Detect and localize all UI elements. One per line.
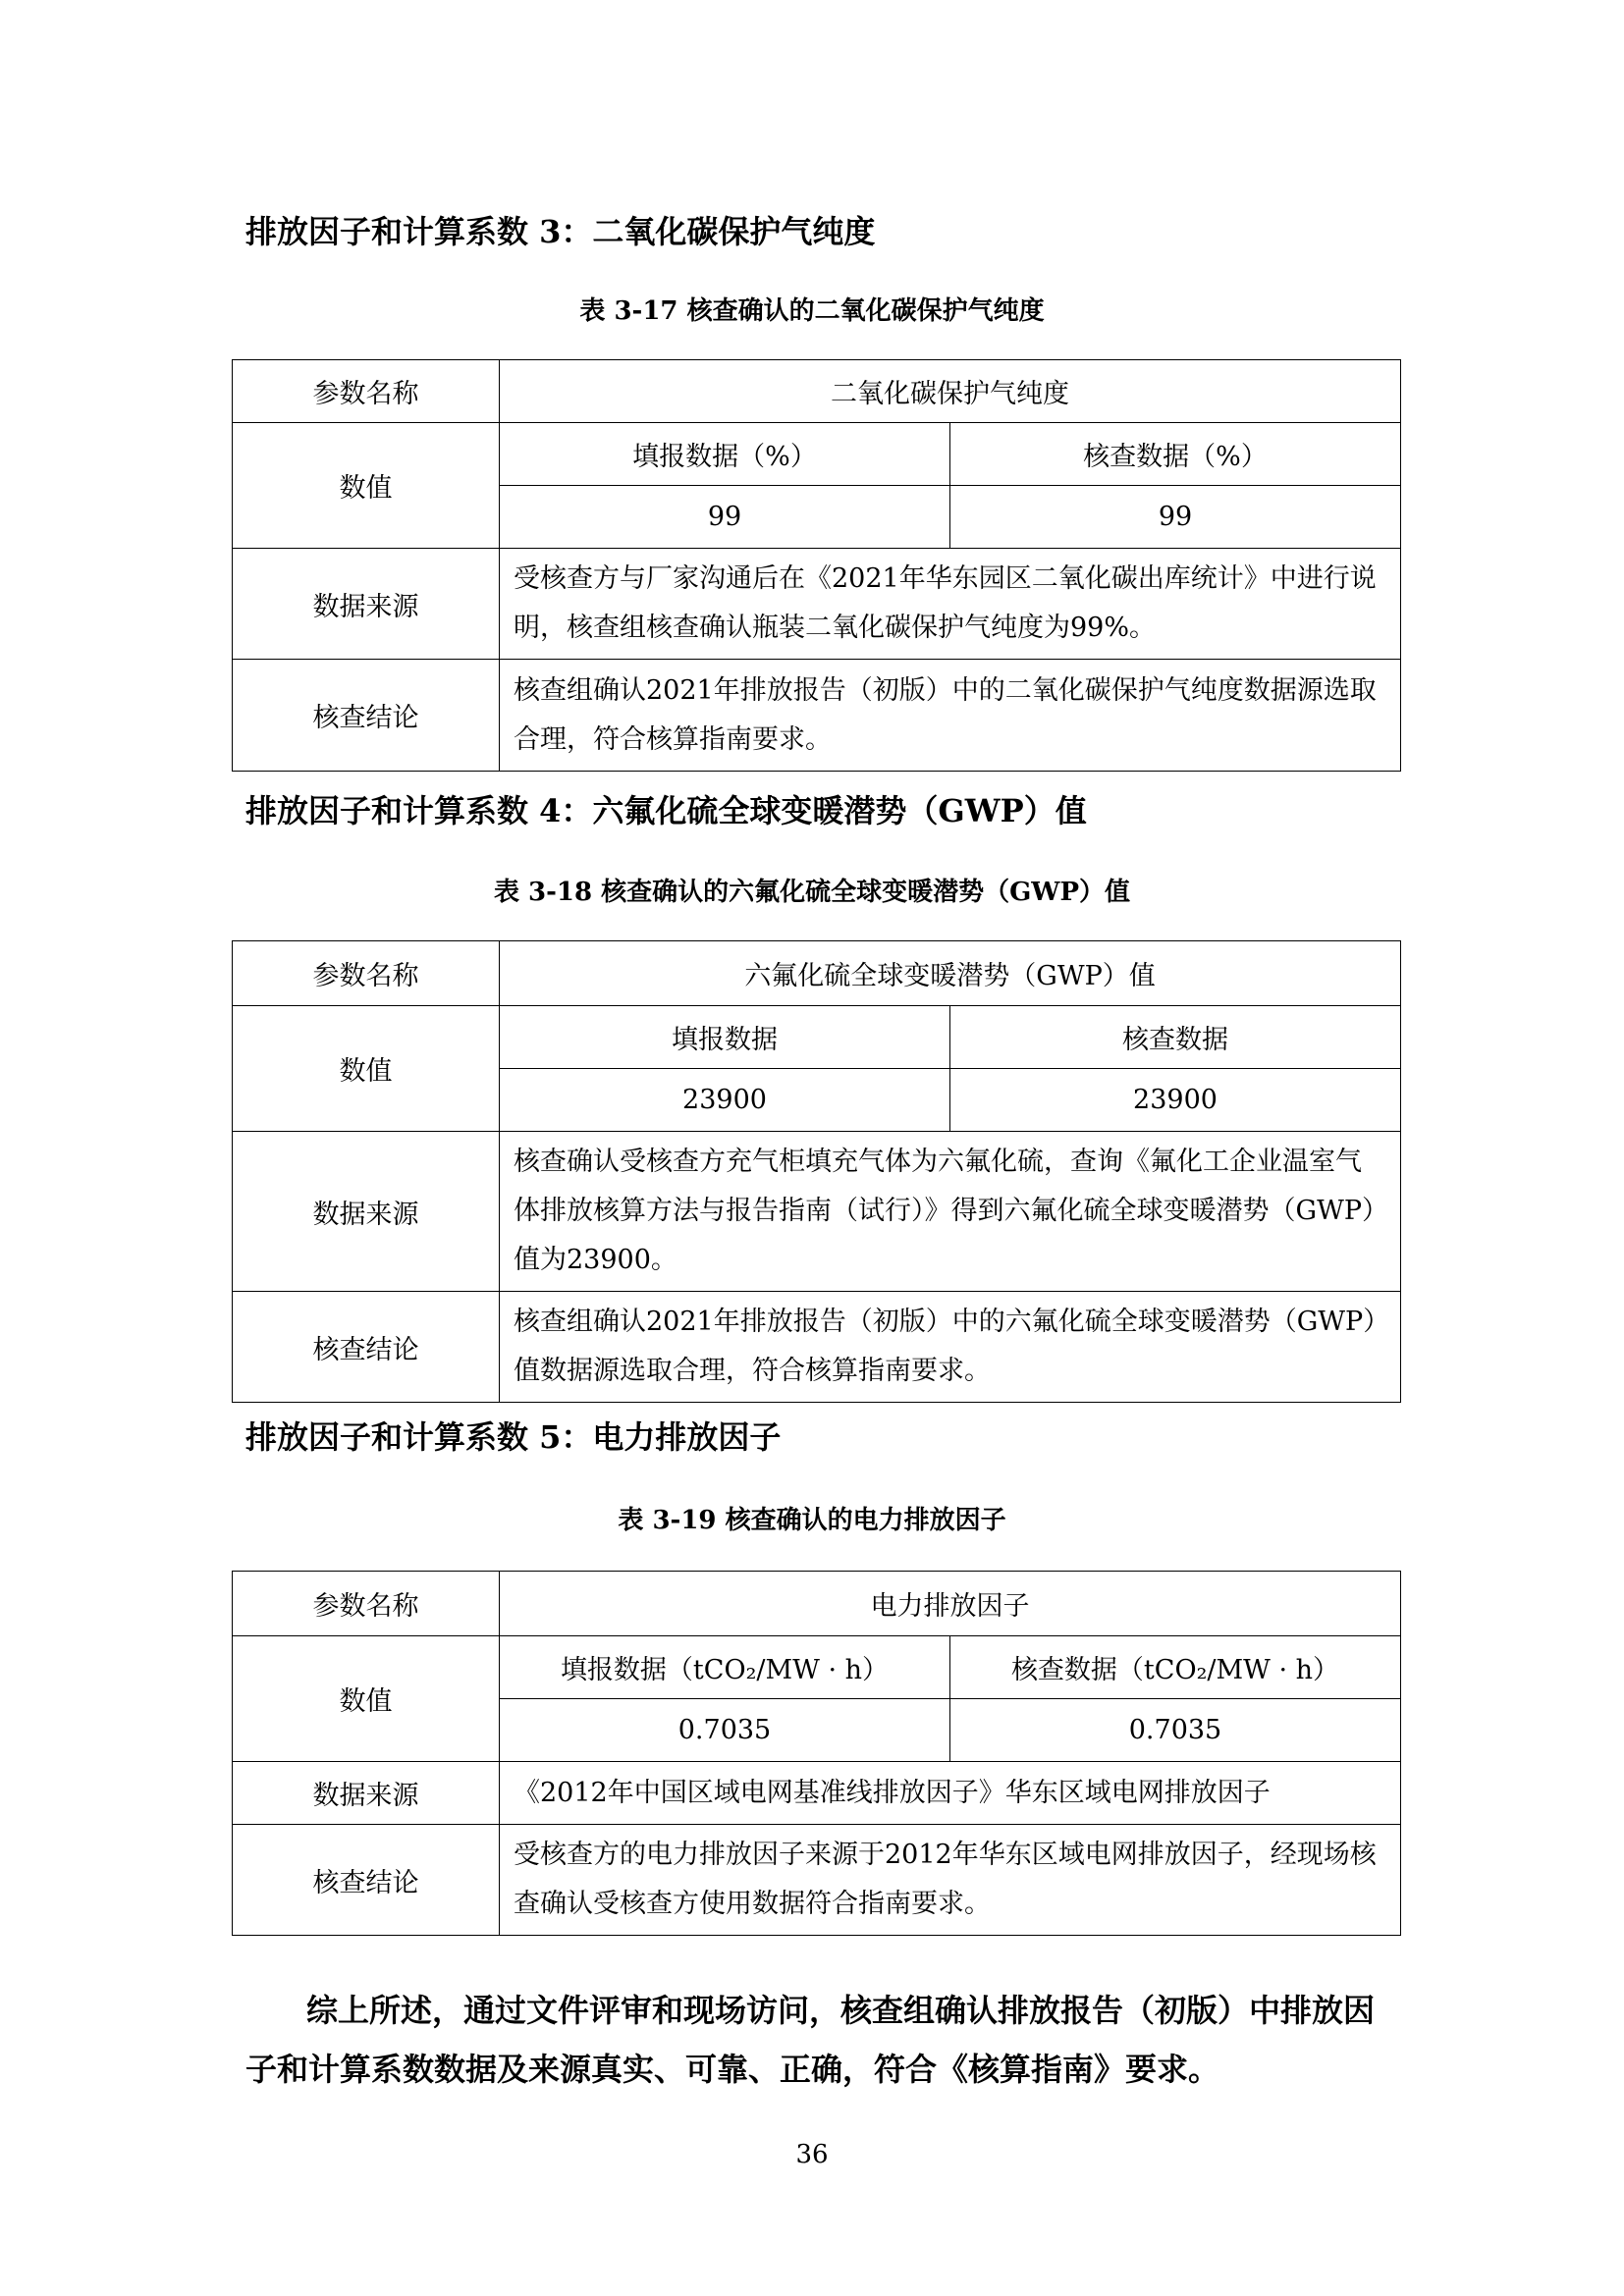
value-label: 数值 [233, 1006, 500, 1132]
section-heading-4: 排放因子和计算系数 4：六氟化硫全球变暖潜势（GWP）值 [245, 792, 1087, 829]
reported-value: 23900 [500, 1069, 950, 1132]
verified-header: 核查数据（tCO₂/MW · h） [950, 1636, 1401, 1699]
source-label: 数据来源 [233, 1762, 500, 1825]
conclusion-text: 核查组确认2021年排放报告（初版）中的二氧化碳保护气纯度数据源选取合理，符合核算指南要求。 [500, 660, 1401, 772]
conclusion-label: 核查结论 [233, 1825, 500, 1936]
source-label: 数据来源 [233, 549, 500, 660]
table-3-17 [232, 359, 1401, 772]
param-name-value: 电力排放因子 [500, 1572, 1401, 1636]
value-label: 数值 [233, 423, 500, 549]
conclusion-label: 核查结论 [233, 660, 500, 772]
verified-value: 0.7035 [950, 1699, 1401, 1762]
param-name-value: 六氟化硫全球变暖潜势（GWP）值 [500, 941, 1401, 1006]
source-text: 受核查方与厂家沟通后在《2021年华东园区二氧化碳出库统计》中进行说明，核查组核查确认瓶装二氧化碳保护气纯度为99%。 [500, 549, 1401, 660]
reported-header: 填报数据（tCO₂/MW · h） [500, 1636, 950, 1699]
param-name-label: 参数名称 [233, 941, 500, 1006]
reported-value: 0.7035 [500, 1699, 950, 1762]
table-caption-3-18: 表 3-18 核查确认的六氟化硫全球变暖潜势（GWP）值 [493, 878, 1131, 907]
reported-value: 99 [500, 486, 950, 549]
table-3-19 [232, 1571, 1401, 1936]
verified-value: 99 [950, 486, 1401, 549]
verified-header: 核查数据 [950, 1006, 1401, 1069]
param-name-value: 二氧化碳保护气纯度 [500, 360, 1401, 423]
conclusion-text: 受核查方的电力排放因子来源于2012年华东区域电网排放因子，经现场核查确认受核查方使用数据符合指南要求。 [500, 1825, 1401, 1936]
param-name-label: 参数名称 [233, 1572, 500, 1636]
reported-header: 填报数据 [500, 1006, 950, 1069]
page-number: 36 [795, 2140, 829, 2169]
summary-paragraph [245, 1981, 1404, 2099]
value-label: 数值 [233, 1636, 500, 1762]
table-caption-3-17: 表 3-17 核查确认的二氧化碳保护气纯度 [579, 296, 1045, 326]
verified-value: 23900 [950, 1069, 1401, 1132]
summary-text: 综上所述，通过文件评审和现场访问，核查组确认排放报告（初版）中排放因子和计算系数数据及来源真实、可靠、正确，符合《核算指南》要求。 [245, 1992, 1376, 2088]
section-heading-3: 排放因子和计算系数 3：二氧化碳保护气纯度 [245, 213, 876, 250]
table-3-18 [232, 940, 1401, 1403]
conclusion-text: 核查组确认2021年排放报告（初版）中的六氟化硫全球变暖潜势（GWP）值数据源选取合理，符合核算指南要求。 [500, 1292, 1401, 1403]
verified-header: 核查数据（%） [950, 423, 1401, 486]
section-heading-5: 排放因子和计算系数 5：电力排放因子 [245, 1418, 782, 1456]
param-name-label: 参数名称 [233, 360, 500, 423]
source-label: 数据来源 [233, 1132, 500, 1292]
reported-header: 填报数据（%） [500, 423, 950, 486]
source-text: 《2012年中国区域电网基准线排放因子》华东区域电网排放因子 [500, 1762, 1401, 1825]
table-caption-3-19: 表 3-19 核查确认的电力排放因子 [618, 1506, 1006, 1535]
source-text: 核查确认受核查方充气柜填充气体为六氟化硫，查询《氟化工企业温室气体排放核算方法与报告指南（试行）》得到六氟化硫全球变暖潜势（GWP）值为23900。 [500, 1132, 1401, 1292]
conclusion-label: 核查结论 [233, 1292, 500, 1403]
